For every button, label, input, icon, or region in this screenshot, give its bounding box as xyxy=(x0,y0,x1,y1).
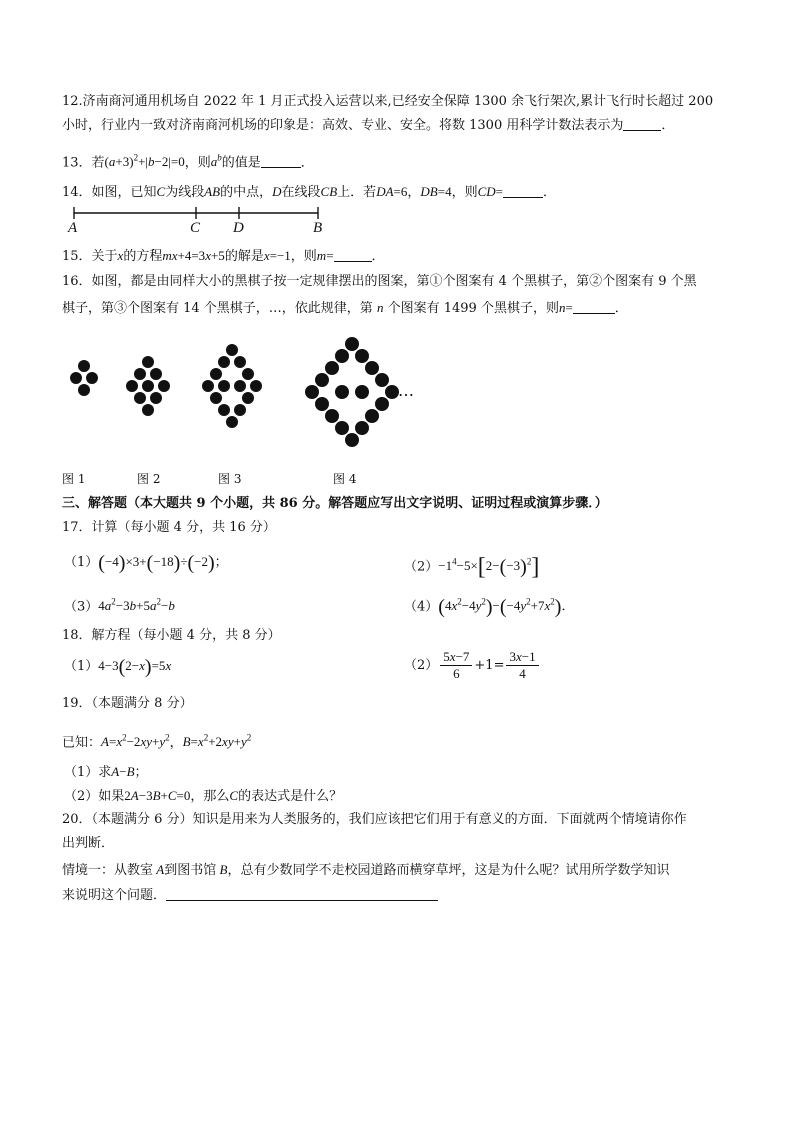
q19-given-label: 已知： xyxy=(62,735,102,751)
q18-1-label: （1） xyxy=(64,659,99,674)
q19-2-text-a: （2）如果 xyxy=(64,789,125,804)
q16-line1: 16．如图，都是由同样大小的黑棋子按一定规律摆出的图案，第①个图案有 4 个黑棋子，第②个图案有 9 个黑 xyxy=(62,274,697,289)
q17-title: 17．计算（每小题 4 分，共 16 分） xyxy=(62,520,276,535)
q14-t2: 为线段 xyxy=(165,185,205,200)
stone-fig3-8 xyxy=(250,380,262,392)
q13: 13．若$(a+3)^2+|b-2|=0$，则$a^b$的值是 ． xyxy=(62,153,314,171)
stone-fig4-1 xyxy=(335,349,349,363)
q19-1-label: （1）求 xyxy=(64,765,112,780)
q13-prefix: 13．若 xyxy=(62,155,105,171)
stone-patterns xyxy=(60,330,440,450)
q17-2-label: （2） xyxy=(404,559,439,575)
stone-fig4-2 xyxy=(355,349,369,363)
stone-fig3-11 xyxy=(218,404,230,416)
q13-suffix: 的值是 xyxy=(221,155,261,171)
q13-mid: ，则 xyxy=(184,155,211,171)
q12-line1: 12.济南商河通用机场自 2022 年 1 月正式投入运营以来,已经安全保障 1300 余飞行架次,累计飞行时长超过 200 xyxy=(62,94,714,109)
fig-label-3: 图 3 xyxy=(218,472,242,486)
stone-fig4-3 xyxy=(325,361,339,375)
stone-fig2-7 xyxy=(150,392,162,404)
stone-fig2-6 xyxy=(134,392,146,404)
stone-fig3-3 xyxy=(210,368,222,380)
q17-1-label: （1） xyxy=(64,555,99,570)
q17-3-label: （3） xyxy=(64,599,99,615)
q12-text: 小时，行业内一致对济南商河机场的印象是：高效、专业、安全。将数 1300 用科学计数法表示为 xyxy=(62,118,624,133)
label-b: B xyxy=(313,220,323,236)
stone-fig1-0 xyxy=(78,360,90,372)
stone-fig3-10 xyxy=(242,392,254,404)
answer-blank-q15[interactable] xyxy=(334,247,372,262)
q20-line2: 出判断． xyxy=(62,836,115,851)
q19-1: （1）求A−B； xyxy=(64,764,148,780)
q16-text-b: 个图案有 1499 个黑棋子，则 xyxy=(387,301,559,316)
answer-blank-q20[interactable] xyxy=(166,886,438,901)
stone-fig1-3 xyxy=(78,384,90,396)
q14-t6: ， xyxy=(407,185,421,200)
stone-fig4-15 xyxy=(335,421,349,435)
fig-label-2: 图 2 xyxy=(137,472,161,486)
stone-fig3-5 xyxy=(202,380,214,392)
q17-2: $(2)-1^4-5\times[2-(-3)^2]$ xyxy=(404,554,540,581)
q14-t5: 上．若 xyxy=(337,185,377,200)
q14-t3: 的中点， xyxy=(220,185,273,200)
q20-text-c: ，总有少数同学不走校园道路而横穿草坪，这是为什么呢？试用所学数学知识 xyxy=(227,863,670,878)
q17-1: （1）(−4)×3+(−18)÷(−2)； xyxy=(64,552,228,574)
q15-t3: 的解是 xyxy=(224,249,264,264)
stone-fig2-8 xyxy=(142,404,154,416)
stone-fig2-2 xyxy=(150,368,162,380)
stone-fig3-1 xyxy=(218,356,230,368)
fig-label-4: 图 4 xyxy=(333,472,357,486)
stone-fig3-2 xyxy=(234,356,246,368)
stone-fig4-12 xyxy=(375,397,389,411)
q14: 14．如图，已知C为线段AB的中点，D在线段CB上．若DA=6，DB=4，则CD= ． xyxy=(62,184,557,200)
q17-4: $(4)(4x^2-4y^2)-(-4y^2+7x^2)$． xyxy=(404,596,575,619)
stone-fig4-5 xyxy=(315,373,329,387)
q18-2: （2） $\frac{5x-7}{6}$ +1= $\frac{3x-1}{4}$ xyxy=(404,648,541,684)
q19-2: （2）如果2A−3B+C=0，那么C的表达式是什么？ xyxy=(64,788,343,804)
stone-fig4-16 xyxy=(355,421,369,435)
stone-fig4-13 xyxy=(325,409,339,423)
stone-fig4-9 xyxy=(355,385,369,399)
stone-fig4-17 xyxy=(345,433,359,447)
q18-title: 18．解方程（每小题 4 分，共 8 分） xyxy=(62,628,281,643)
q16-text-a: 棋子，第③个图案有 14 个黑棋子，…，依此规律，第 xyxy=(62,301,373,316)
stone-fig1-1 xyxy=(70,372,82,384)
q19-title: 19．（本题满分 8 分） xyxy=(62,696,193,711)
q15-t2: 的方程 xyxy=(123,249,163,264)
q20-text-b: 到图书馆 xyxy=(164,863,217,878)
stone-fig4-11 xyxy=(315,397,329,411)
q20-text-d: 来说明这个问题． xyxy=(62,888,167,903)
q20-line4 xyxy=(62,886,438,906)
stone-fig1-2 xyxy=(86,372,98,384)
stone-fig2-4 xyxy=(142,380,154,392)
q15: 15．关于x的方程mx+4=3x+5的解是x=−1，则m= ． xyxy=(62,248,385,264)
q18-1: （1）4−3(2−x)=5x xyxy=(64,656,172,678)
stone-fig2-0 xyxy=(142,356,154,368)
stone-fig2-1 xyxy=(134,368,146,380)
answer-blank-q14[interactable] xyxy=(503,183,543,198)
stone-fig3-7 xyxy=(234,380,246,392)
fig-label-1: 图 1 xyxy=(62,472,86,486)
stone-fig3-4 xyxy=(242,368,254,380)
stone-fig3-9 xyxy=(210,392,222,404)
q15-t4: ，则 xyxy=(290,249,317,264)
stone-fig2-3 xyxy=(126,380,138,392)
q18-2-label: （2） xyxy=(404,658,439,673)
q17-3: $(3)4a^2-3b+5a^2-b$ xyxy=(64,597,175,615)
label-c: C xyxy=(190,220,201,236)
stone-fig4-8 xyxy=(335,385,349,399)
answer-blank-q13[interactable] xyxy=(261,153,301,168)
q19-given: 已知：$A=x^2-2xy+y^2$，$B=x^2+2xy+y^2$ xyxy=(62,733,252,751)
stone-fig4-4 xyxy=(365,361,379,375)
q20-text-a: 情境一：从教室 xyxy=(62,863,154,878)
stone-fig4-6 xyxy=(375,373,389,387)
q14-text: 14．如图，已知 xyxy=(62,185,157,200)
q20-line1: 20．（本题满分 6 分）知识是用来为人类服务的，我们应该把它们用于有意义的方面．下面就两个情境请你作 xyxy=(62,812,687,827)
stone-fig4-14 xyxy=(365,409,379,423)
stone-fig4-10 xyxy=(385,385,399,399)
q15-prefix: 15．关于 xyxy=(62,249,118,264)
stone-fig3-6 xyxy=(218,380,230,392)
q12-line2: 小时，行业内一致对济南商河机场的印象是：高效、专业、安全。将数 1300 用科学计数法表示为 ． xyxy=(62,118,675,133)
q16-line2: 棋子，第③个图案有 14 个黑棋子，…，依此规律，第 n 个图案有 1499 个黑棋子，则n= ． xyxy=(62,300,628,316)
stone-fig4-7 xyxy=(305,385,319,399)
answer-blank-q16[interactable] xyxy=(573,299,615,314)
q14-t4: 在线段 xyxy=(281,185,321,200)
section3-heading: 三、解答题（本大题共 9 个小题，共 86 分。解答题应写出文字说明、证明过程或演算步骤．） xyxy=(62,496,608,511)
q19-2-text-b: ，那么 xyxy=(190,789,230,804)
q19-2-text-c: 的表达式是什么？ xyxy=(238,789,343,804)
label-d: D xyxy=(233,220,244,236)
q14-t7: ，则 xyxy=(451,185,478,200)
stone-fig2-5 xyxy=(158,380,170,392)
stone-fig3-12 xyxy=(234,404,246,416)
q17-4-label: （4） xyxy=(404,599,439,615)
stone-fig3-13 xyxy=(226,416,238,428)
stone-fig4-0 xyxy=(345,337,359,351)
stone-fig3-0 xyxy=(226,344,238,356)
q20-line3: 情境一：从教室 A到图书馆 B，总有少数同学不走校园道路而横穿草坪，这是为什么呢？试用所学数学知识 xyxy=(62,862,670,878)
pattern-ellipsis: … xyxy=(398,381,414,400)
label-a: A xyxy=(68,220,78,236)
answer-blank-q12[interactable] xyxy=(623,116,661,131)
